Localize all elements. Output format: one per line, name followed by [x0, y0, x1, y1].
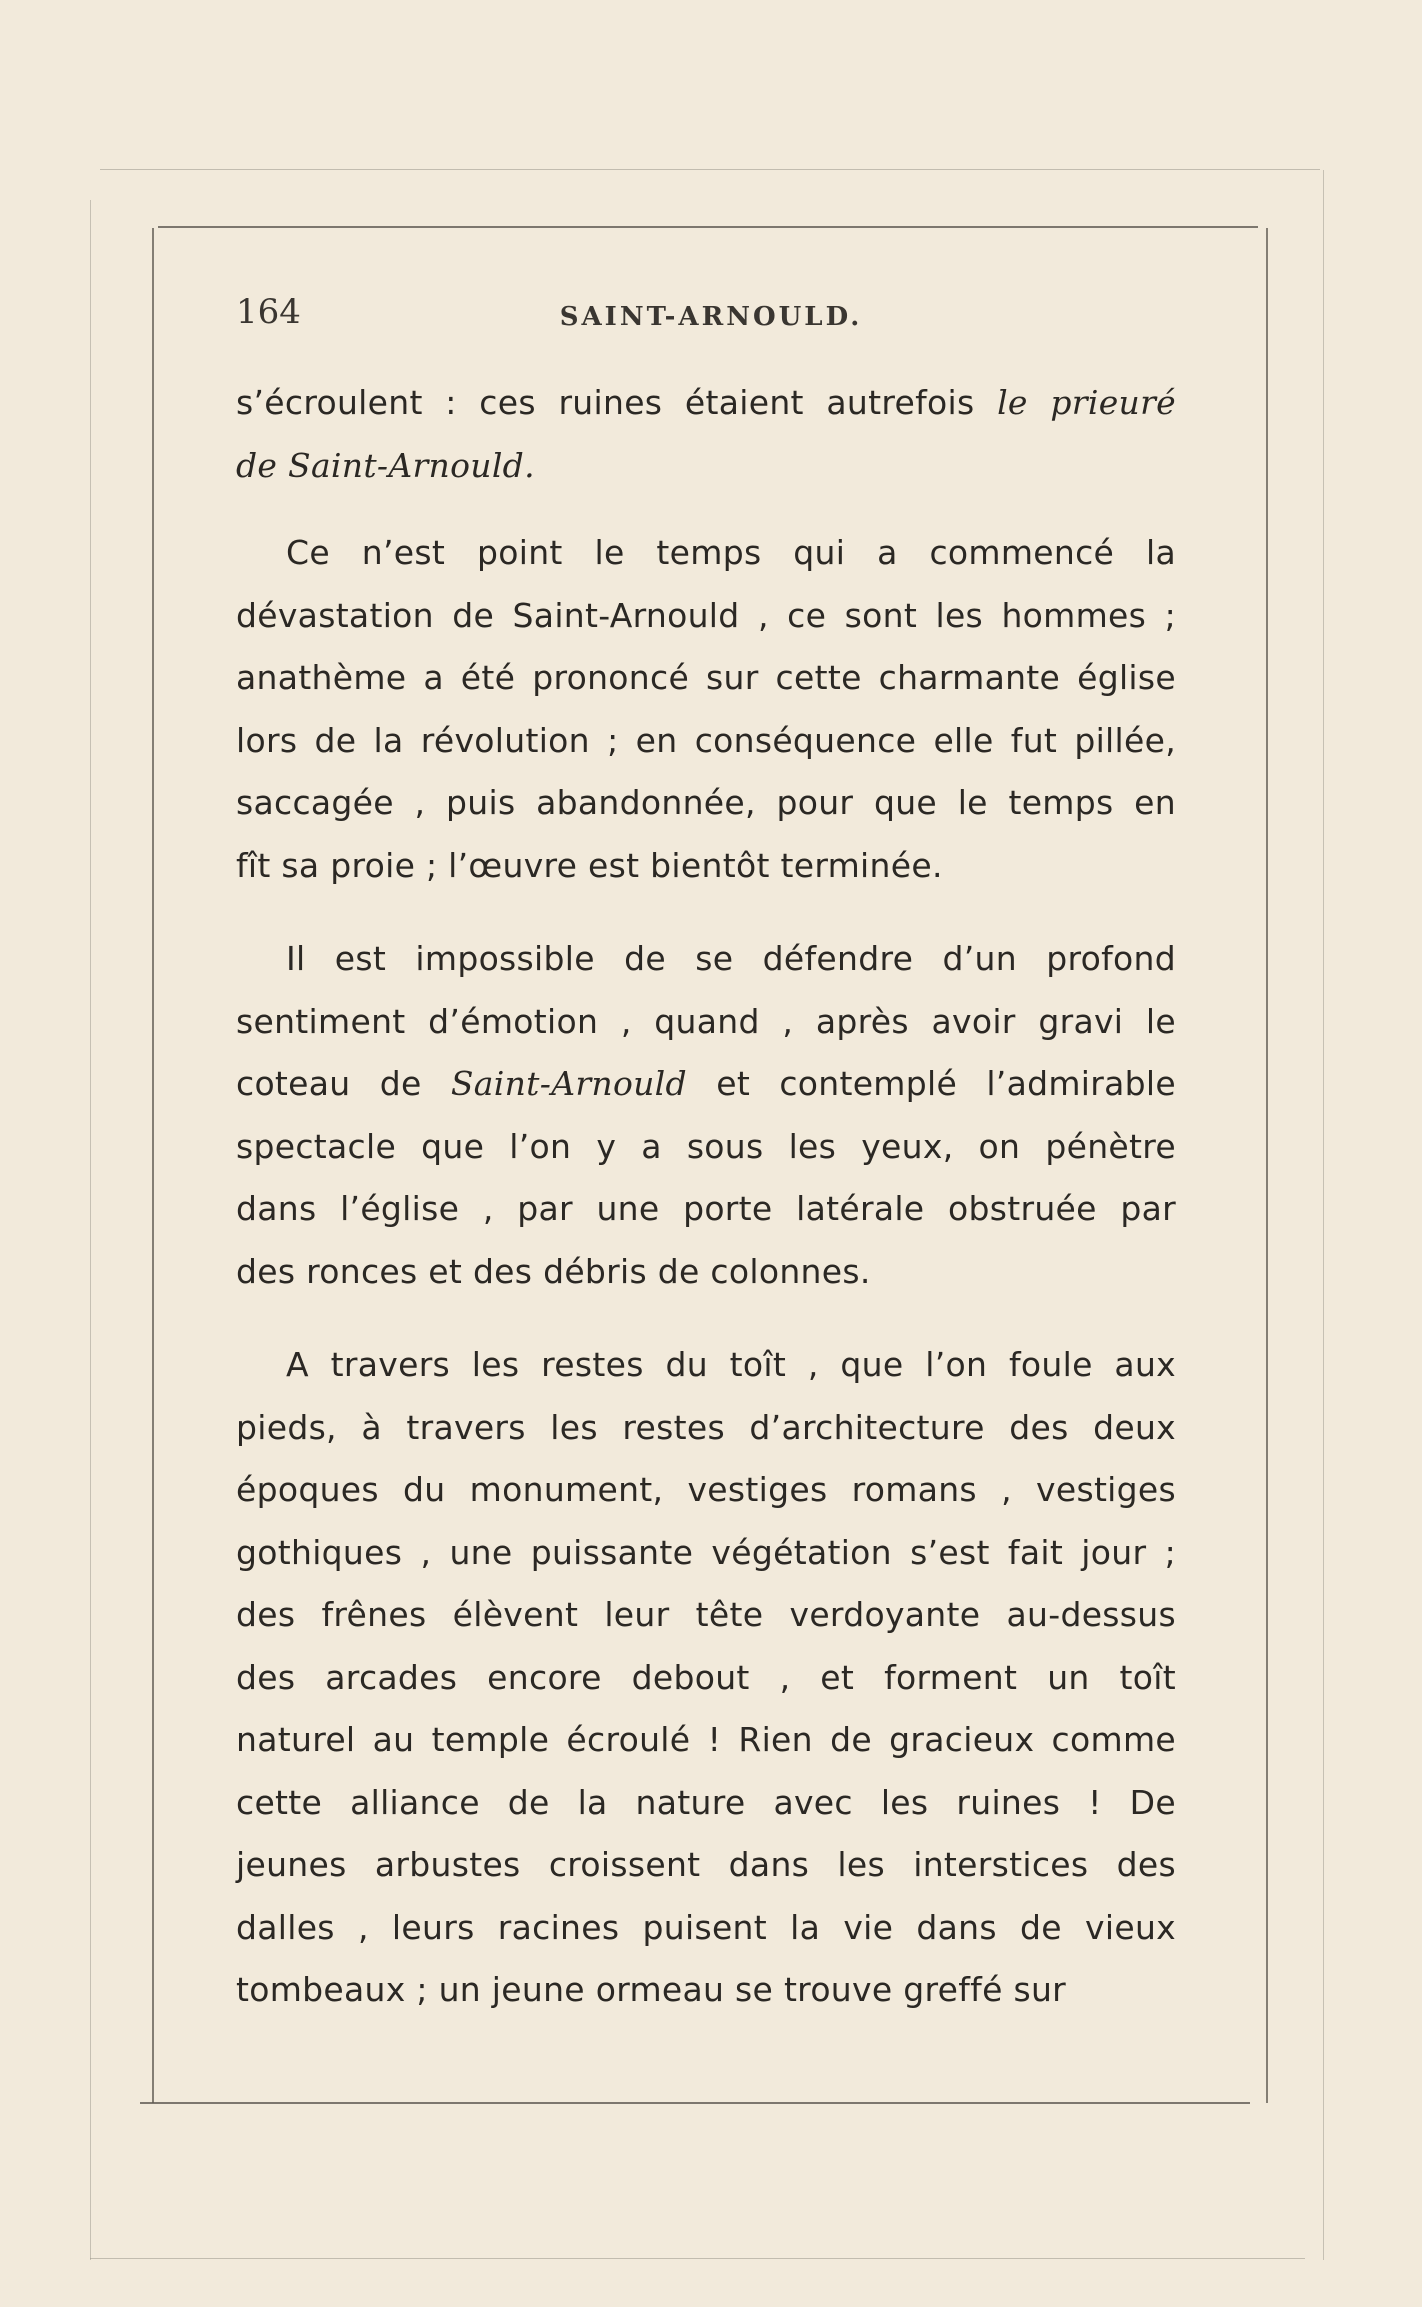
text-run: naturel au temple écroulé ! Rien de gracieux comme	[236, 1720, 1176, 1759]
text-run: pieds, à travers les restes d’architecture des deux	[236, 1407, 1176, 1447]
text-run: cette alliance de la nature avec les ruines ! De	[236, 1782, 1176, 1822]
text-line	[236, 522, 1176, 585]
scan-border-right	[1323, 170, 1324, 2260]
text-line	[236, 928, 1176, 991]
text-run: spectacle que l’on y a sous les yeux, on pénètre	[236, 1126, 1176, 1166]
paragraph-2	[236, 522, 1176, 897]
text-run: des ronces et des débris de colonnes.	[236, 1251, 871, 1291]
page-number: 164	[236, 292, 301, 332]
text-run: dans l’église , par une porte latérale obstruée par	[236, 1189, 1176, 1228]
running-head: SAINT-ARNOULD.	[559, 302, 863, 332]
text-line	[236, 1053, 1176, 1116]
frame-border-left	[152, 228, 154, 2103]
text-run: coteau de	[236, 1064, 451, 1103]
italic-text: le prieuré	[997, 383, 1176, 422]
paragraph-3	[236, 928, 1176, 1303]
italic-text: de Saint-Arnould.	[236, 445, 535, 485]
text-line	[236, 585, 1176, 648]
text-run: gothiques , une puissante végétation s’est fait jour ;	[236, 1532, 1176, 1572]
text-line	[236, 1241, 1176, 1304]
frame-border-bottom	[140, 2102, 1250, 2104]
text-run: fît sa proie ; l’œuvre est bientôt terminée.	[236, 845, 943, 885]
scan-border-top	[100, 169, 1320, 170]
text-line	[236, 710, 1176, 773]
text-run: des arcades encore debout , et forment un toît	[236, 1657, 1176, 1697]
text-run: anathème a été prononcé sur cette charmante église	[236, 658, 1176, 697]
text-run: dalles , leurs racines puisent la vie dans de vieux	[236, 1907, 1176, 1947]
text-run: Il est impossible de se défendre d’un profond	[286, 939, 1176, 978]
text-line	[236, 1459, 1176, 1522]
text-run: A travers les restes du toît , que l’on foule aux	[286, 1345, 1176, 1384]
text-line	[236, 991, 1176, 1054]
paragraph-1	[236, 372, 1176, 497]
text-run: des frênes élèvent leur tête verdoyante au-dessus	[236, 1595, 1176, 1634]
text-line	[236, 1647, 1176, 1710]
text-line	[236, 435, 1176, 498]
text-line	[236, 1772, 1176, 1835]
text-line	[236, 1897, 1176, 1960]
frame-border-right	[1266, 228, 1268, 2103]
frame-border-top	[158, 226, 1258, 228]
text-line	[236, 1522, 1176, 1585]
text-line	[236, 372, 1176, 435]
text-run: et contemplé l’admirable	[686, 1064, 1176, 1103]
text-run: dévastation de Saint-Arnould , ce sont les hommes ;	[236, 595, 1176, 635]
text-run: saccagée , puis abandonnée, pour que le temps en	[236, 783, 1176, 822]
italic-text: Saint-Arnould	[450, 1064, 687, 1103]
text-line	[236, 1334, 1176, 1397]
text-line	[236, 835, 1176, 898]
text-run: lors de la révolution ; en conséquence elle fut pillée,	[236, 720, 1176, 760]
text-line	[236, 1397, 1176, 1460]
text-run: s’écroulent : ces ruines étaient autrefois	[236, 383, 998, 422]
text-line	[236, 1178, 1176, 1241]
text-line	[236, 647, 1176, 710]
text-run: Ce n’est point le temps qui a commencé la	[286, 533, 1176, 572]
text-line	[236, 772, 1176, 835]
scan-border-left	[90, 200, 91, 2260]
text-line	[236, 1834, 1176, 1897]
text-run: époques du monument, vestiges romans , vestiges	[236, 1470, 1176, 1509]
text-line	[236, 1709, 1176, 1772]
text-line	[236, 1584, 1176, 1647]
scan-border-bottom	[90, 2258, 1305, 2259]
text-line	[236, 1116, 1176, 1179]
paragraph-4	[236, 1334, 1176, 2022]
text-run: sentiment d’émotion , quand , après avoir gravi le	[236, 1001, 1176, 1041]
text-line	[236, 1959, 1176, 2022]
text-run: tombeaux ; un jeune ormeau se trouve greffé sur	[236, 1970, 1067, 2009]
text-run: jeunes arbustes croissent dans les interstices des	[236, 1845, 1176, 1884]
